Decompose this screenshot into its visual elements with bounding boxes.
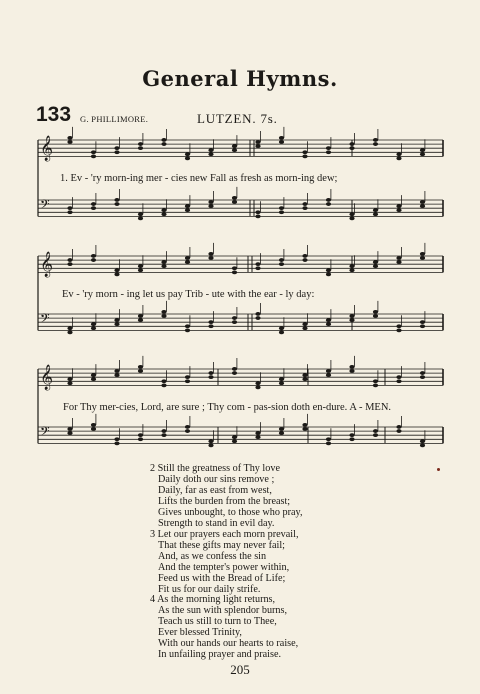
note-head [279,331,284,335]
note-head [349,217,354,221]
note-head [91,154,96,158]
note-head [114,318,119,322]
lyric-line-3: For Thy mer-cies, Lord, are sure ; Thy com - pas-sion doth en-dure. A - MEN. [63,402,392,413]
note-head [67,206,72,210]
note-head [185,157,190,161]
note-head [138,365,143,369]
note-head [255,140,260,144]
ink-speck [437,468,440,471]
note-head [185,208,190,212]
note-head [420,444,425,448]
note-head [208,371,213,375]
note-head [91,202,96,206]
note-head [161,379,166,383]
verse-line: Daily, far as east from west, [158,484,272,496]
note-head [396,375,401,379]
note-head [420,148,425,152]
note-head [114,437,119,441]
verse-3 [150,530,390,595]
note-head [67,210,72,214]
verse-line: 4 As the morning light returns, [150,594,276,605]
note-head [255,312,260,316]
note-head [208,204,213,208]
note-head [326,437,331,441]
note-head [138,264,143,268]
note-head [114,322,119,326]
note-head [349,365,354,369]
note-head [138,318,143,322]
note-head [420,204,425,208]
bass-clef: 𝄢 [40,197,50,215]
note-head [255,210,260,214]
lyric-line-2: Ev - 'ry morn - ing let us pay Trib - ute with the ear - ly day: [62,289,315,300]
verse-line: In unfailing prayer and praise. [158,648,282,660]
note-head [396,157,401,161]
note-head [396,379,401,383]
note-head [255,214,260,218]
note-head [138,268,143,272]
note-head [91,427,96,431]
verse-line: Feed us with the Bread of Life; [158,572,286,584]
note-head [232,435,237,439]
note-head [114,273,119,277]
note-head [326,268,331,272]
note-head [396,425,401,429]
note-head [232,266,237,270]
note-head [326,198,331,202]
note-head [138,217,143,221]
note-head [67,258,72,262]
note-head [279,427,284,431]
verse-line: Ever blessed Trinity, [158,626,242,638]
bass-clef: 𝄢 [40,311,50,329]
note-head [302,258,307,262]
note-head [326,322,331,326]
note-head [279,206,284,210]
note-head [373,379,378,383]
note-head [91,150,96,154]
note-head [373,138,378,142]
note-head [161,260,166,264]
note-head [302,150,307,154]
note-head [302,377,307,381]
note-head [185,152,190,156]
note-head [208,320,213,324]
note-head [91,322,96,326]
verse-line: Fit us for our daily strife. [158,583,261,595]
note-head [302,154,307,158]
note-head [302,206,307,210]
note-head [326,150,331,154]
note-head [255,266,260,270]
note-head [232,439,237,443]
note-head [279,262,284,266]
note-head [373,433,378,437]
note-head [279,431,284,435]
verse-2 [150,464,390,529]
note-head [91,206,96,210]
note-head [255,431,260,435]
note-head [420,320,425,324]
verse-line: And, as we confess the sin [158,550,267,562]
note-head [279,381,284,385]
note-head [185,379,190,383]
note-head [396,324,401,328]
verse-4 [150,595,390,660]
note-head [232,200,237,204]
note-head [302,427,307,431]
note-head [67,140,72,144]
note-head [161,383,166,387]
verse-line: 2 Still the greatness of Thy love [150,463,280,474]
note-head [91,377,96,381]
note-head [114,373,119,377]
note-head [232,316,237,320]
note-head [326,441,331,445]
note-head [114,150,119,154]
note-head [373,260,378,264]
verse-line: Lifts the burden from the breast; [158,495,291,507]
note-head [185,328,190,332]
note-head [255,144,260,148]
note-head [161,310,166,314]
note-head [91,423,96,427]
page-number: 205 [230,662,250,677]
note-head [185,375,190,379]
note-head [326,202,331,206]
note-head [302,326,307,330]
note-head [232,270,237,274]
lyric-line-1: 1. Ev - 'ry morn-ing mer - cies new Fall as fresh as morn-ing dew; [60,173,338,184]
note-head [114,268,119,272]
note-head [91,258,96,262]
note-head [373,208,378,212]
note-head [255,435,260,439]
note-head [420,439,425,443]
note-head [326,146,331,150]
hymn-number: 133 [36,103,72,126]
note-head [114,202,119,206]
note-head [420,200,425,204]
note-head [279,210,284,214]
note-head [349,369,354,373]
note-head [185,260,190,264]
note-head [185,256,190,260]
note-head [208,444,213,448]
note-head [255,316,260,320]
note-head [161,264,166,268]
treble-clef: 𝄞 [40,252,54,277]
verse-line: That these gifts may never fail; [158,539,286,551]
bass-clef: 𝄢 [40,424,50,442]
note-head [67,262,72,266]
note-head [138,437,143,441]
note-head [326,373,331,377]
note-head [326,273,331,277]
note-head [279,258,284,262]
note-head [373,310,378,314]
page-heading: General Hymns. [142,66,338,91]
treble-clef: 𝄞 [40,365,54,390]
note-head [208,200,213,204]
note-head [396,152,401,156]
note-head [279,326,284,330]
note-head [396,328,401,332]
note-head [114,198,119,202]
note-head [161,433,166,437]
note-head [302,322,307,326]
note-head [114,146,119,150]
note-head [420,324,425,328]
note-head [232,367,237,371]
note-head [67,377,72,381]
note-head [279,136,284,140]
note-head [138,433,143,437]
verse-line: Gives unbought, to those who pray, [158,506,303,518]
note-head [161,208,166,212]
note-head [208,375,213,379]
verse-line: And the tempter's power within, [158,561,290,573]
note-head [67,381,72,385]
note-head [91,373,96,377]
note-head [138,212,143,216]
verse-line: 3 Let our prayers each morn prevail, [150,529,299,540]
note-head [373,212,378,216]
note-head [208,439,213,443]
note-head [232,371,237,375]
note-head [208,256,213,260]
verse-line: Teach us still to turn to Thee, [158,615,277,627]
note-head [232,144,237,148]
note-head [373,264,378,268]
note-head [420,252,425,256]
note-head [67,326,72,330]
note-head [396,256,401,260]
note-head [138,146,143,150]
note-head [91,326,96,330]
note-head [114,441,119,445]
composer-credit: G. PHILLIMORE. [80,114,149,124]
note-head [67,431,72,435]
note-head [420,375,425,379]
note-head [279,140,284,144]
note-head [420,371,425,375]
note-head [161,142,166,146]
note-head [138,369,143,373]
note-head [302,423,307,427]
note-head [396,260,401,264]
note-head [396,429,401,433]
note-head [396,208,401,212]
note-head [161,212,166,216]
note-head [302,373,307,377]
note-head [114,369,119,373]
note-head [138,142,143,146]
verse-line: As the sun with splendor burns, [158,604,288,616]
note-head [138,314,143,318]
note-head [185,324,190,328]
note-head [420,256,425,260]
note-head [161,138,166,142]
note-head [349,433,354,437]
note-head [67,331,72,335]
note-head [255,381,260,385]
note-head [91,254,96,258]
note-head [373,429,378,433]
tune-name: LUTZEN. 7s. [197,111,278,126]
verse-line: Strength to stand in evil day. [158,517,275,529]
note-head [232,320,237,324]
note-head [255,386,260,390]
note-head [67,427,72,431]
verse-line: With our hands our hearts to raise, [158,637,299,649]
verse-line: Daily doth our sins remove ; [158,473,275,485]
note-head [208,252,213,256]
note-head [373,142,378,146]
note-head [232,196,237,200]
note-head [302,254,307,258]
note-head [161,429,166,433]
note-head [161,314,166,318]
note-head [302,202,307,206]
note-head [185,204,190,208]
treble-clef: 𝄞 [40,136,54,161]
note-head [373,383,378,387]
note-head [185,425,190,429]
note-head [326,318,331,322]
note-head [67,136,72,140]
note-head [326,369,331,373]
note-head [185,429,190,433]
note-head [420,152,425,156]
note-head [208,148,213,152]
note-head [279,377,284,381]
note-head [396,204,401,208]
note-head [373,314,378,318]
note-head [232,148,237,152]
note-head [208,324,213,328]
note-head [208,152,213,156]
note-head [349,437,354,441]
note-head [255,262,260,266]
